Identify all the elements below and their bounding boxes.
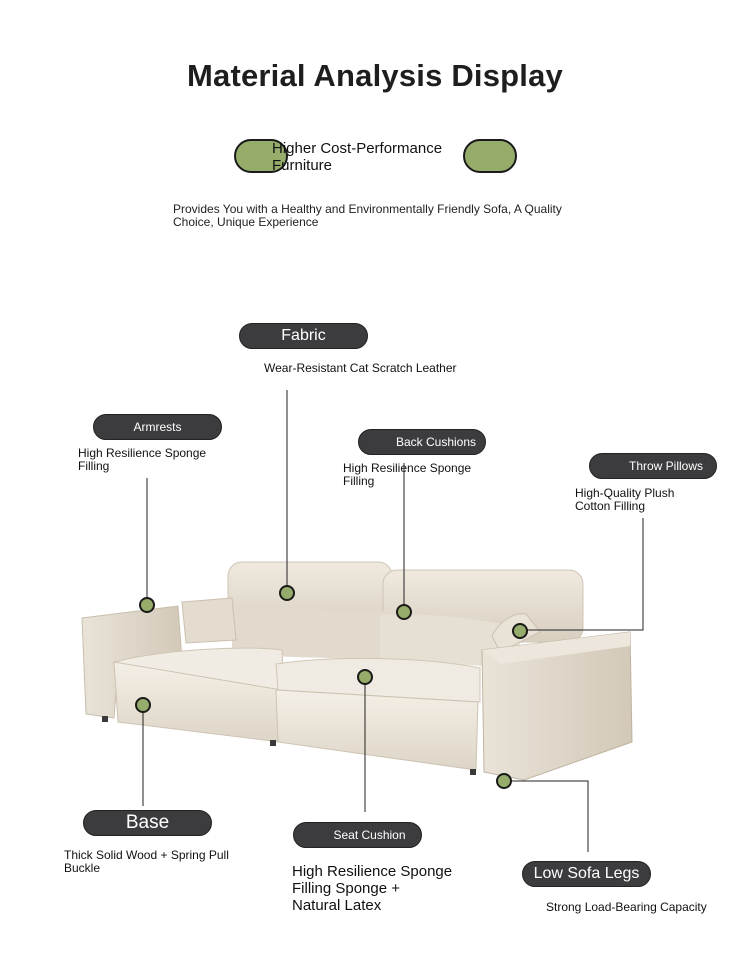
seat-cushion-note-line-2: Filling Sponge +: [292, 880, 400, 897]
throw-pillows-note-line-1: High-Quality Plush: [575, 486, 675, 500]
seat-cushion-note-line-1: High Resilience Sponge: [292, 863, 453, 880]
description-line-1: Provides You with a Healthy and Environmentally Friendly Sofa, A Quality: [173, 202, 562, 216]
base-note: [64, 849, 229, 875]
armrests-note: [78, 447, 206, 473]
fabric-note: Wear-Resistant Cat Scratch Leather: [264, 361, 457, 375]
low-sofa-legs-label: Low Sofa Legs: [522, 861, 651, 887]
seat-cushion-note-line-3: Natural Latex: [292, 897, 382, 914]
base-label: Base: [83, 810, 212, 836]
armrests-note-line-1: High Resilience Sponge: [78, 446, 207, 460]
throw-pillows-note-line-2: Cotton Filling: [575, 499, 646, 513]
back-cushions-note-line-1: High Resilience Sponge: [343, 461, 472, 475]
seat-cushion-label: Seat Cushion: [293, 822, 422, 848]
back-cushions-note-line-2: Filling: [343, 474, 375, 488]
subtitle-line-2: Furniture: [272, 157, 333, 174]
fabric-label: Fabric: [239, 323, 368, 349]
armrests-note-line-2: Filling: [78, 459, 110, 473]
seat-cushion-note: [292, 863, 452, 914]
seat-cushion-marker-icon: [358, 670, 372, 684]
base-note-line-2: Buckle: [64, 861, 101, 875]
throw-pillows-label: Throw Pillows: [589, 453, 717, 479]
page-title: Material Analysis Display: [186, 58, 564, 93]
base-note-line-1: Thick Solid Wood + Spring Pull: [64, 848, 229, 862]
back-cushions-marker-icon: [397, 605, 411, 619]
throw-pillows-note: [575, 487, 674, 513]
back-cushions-note: [343, 462, 471, 488]
armrests-marker-icon: [140, 598, 154, 612]
armrests-label: Armrests: [93, 414, 222, 440]
description-line-2: Choice, Unique Experience: [173, 215, 319, 229]
fabric-marker-icon: [280, 586, 294, 600]
back-cushions-label: Back Cushions: [358, 429, 486, 455]
low-sofa-legs-marker-icon: [497, 774, 511, 788]
subtitle-line-1: Higher Cost-Performance: [272, 140, 443, 157]
base-marker-icon: [136, 698, 150, 712]
sofa-body: [82, 562, 632, 783]
throw-pillows-marker-icon: [513, 624, 527, 638]
low-sofa-legs-note: Strong Load-Bearing Capacity: [546, 900, 707, 914]
